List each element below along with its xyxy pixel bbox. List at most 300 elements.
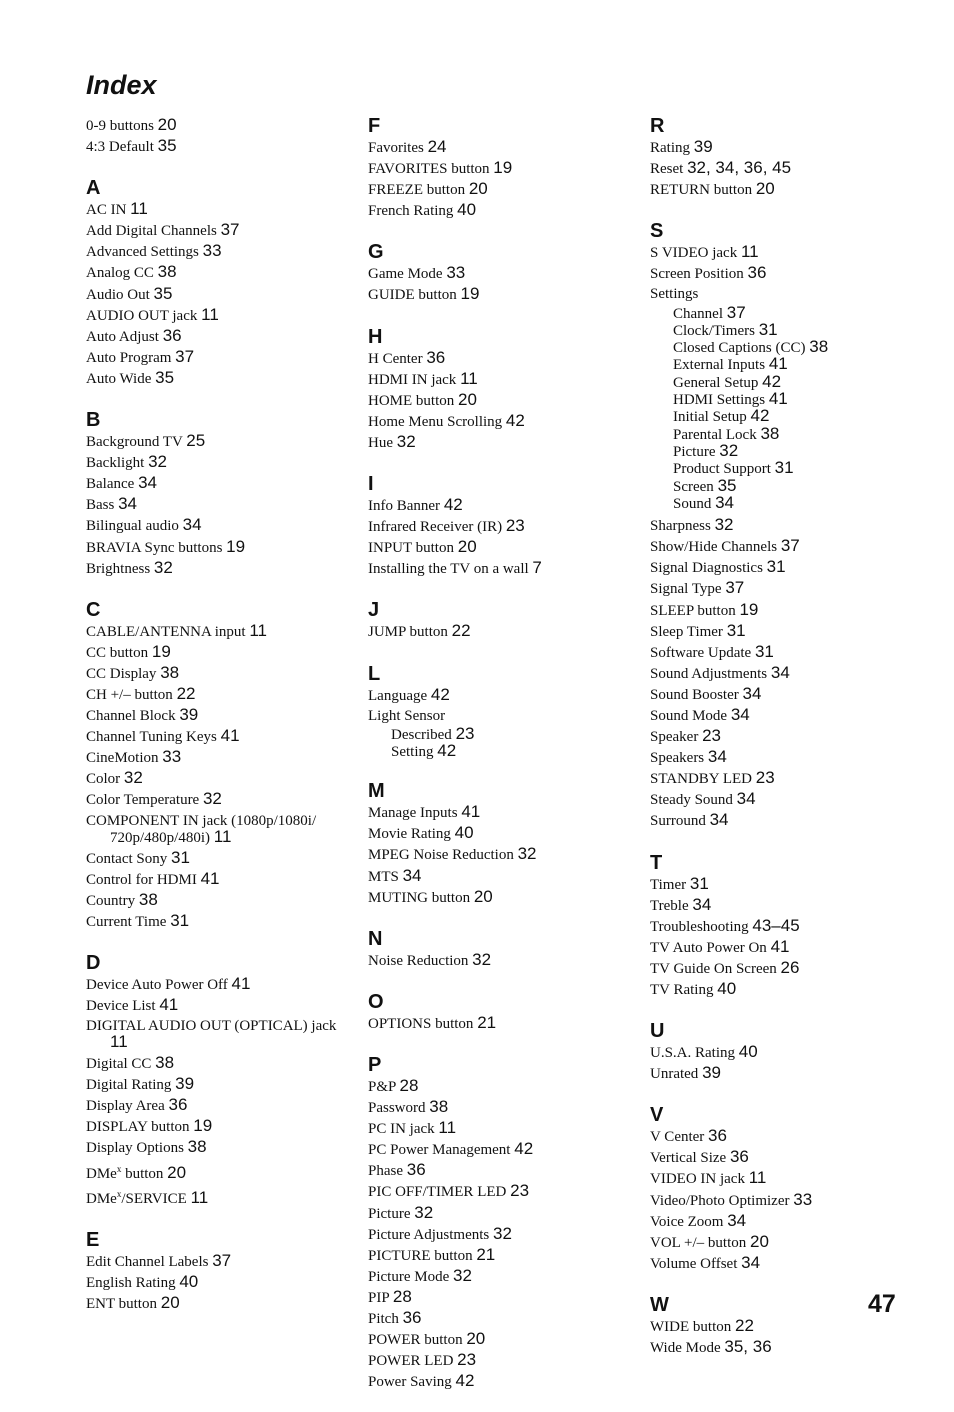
index-entry <box>650 747 920 768</box>
entry-term: Picture Mode <box>368 1268 450 1285</box>
entry-term: AUDIO OUT jack <box>86 307 198 324</box>
entry-term: Signal Type <box>650 581 722 598</box>
index-entry <box>368 516 626 537</box>
index-entry <box>86 537 344 558</box>
section-letter: S <box>650 220 664 243</box>
entry-page-ref: 11 <box>748 1168 767 1188</box>
index-entry <box>650 895 920 916</box>
entry-term: Steady Sound <box>650 792 733 809</box>
entry-term: Light Sensor <box>368 707 446 724</box>
section-letter: R <box>650 115 665 137</box>
entry-page-ref: 36 <box>168 1095 188 1115</box>
index-entry <box>86 1074 344 1095</box>
entry-page-ref: 22 <box>451 621 471 641</box>
entry-page-ref: 36 <box>729 1147 749 1167</box>
entry-term: GUIDE button <box>368 287 457 304</box>
entry-page-ref: 42 <box>750 406 770 426</box>
index-entry <box>86 368 344 389</box>
entry-page-ref: 32 <box>517 844 537 864</box>
entry-page-ref: 41 <box>200 868 220 888</box>
index-entry <box>86 869 344 890</box>
index-entry <box>368 1287 626 1308</box>
entry-term: CineMotion <box>86 750 159 767</box>
entry-term: Noise Reduction <box>368 952 469 969</box>
entry-term: BRAVIA Sync buttons <box>86 539 223 556</box>
index-entry <box>650 1211 920 1232</box>
entry-page-ref: 22 <box>176 683 196 703</box>
entry-term: HDMI IN jack <box>368 371 457 388</box>
entry-page-ref: 23 <box>455 723 475 743</box>
index-entry <box>650 557 920 578</box>
index-entry <box>368 495 626 516</box>
entry-term: Display Area <box>86 1098 165 1115</box>
entry-term: Audio Out <box>86 286 150 303</box>
entry-term: Digital CC <box>86 1056 152 1073</box>
entry-term: Sleep Timer <box>650 623 723 640</box>
index-entry <box>368 844 626 865</box>
index-section <box>368 473 626 579</box>
index-entry <box>86 890 344 911</box>
index-entry <box>368 1203 626 1224</box>
entry-term: Favorites <box>368 140 424 156</box>
entry-page-ref: 21 <box>477 1012 497 1032</box>
entry-page-ref: 32 <box>452 1265 472 1285</box>
entry-page-ref: 32 <box>396 431 416 451</box>
entry-page-ref: 35 <box>717 475 737 495</box>
entry-term: Balance <box>86 476 135 493</box>
entry-page-ref: 36 <box>402 1307 422 1327</box>
entry-page-ref: 41 <box>159 995 179 1014</box>
section-letter: J <box>368 599 380 622</box>
index-entry <box>86 515 344 536</box>
index-entry <box>86 1018 344 1051</box>
entry-page-ref: 32 <box>202 789 222 809</box>
entry-term: Game Mode <box>368 266 443 283</box>
entry-term: MUTING button <box>368 889 471 906</box>
entry-page-ref: 20 <box>160 1292 180 1312</box>
index-entry <box>650 1253 920 1274</box>
entry-term: Software Update <box>650 644 752 661</box>
entry-term: ENT button <box>86 1295 157 1312</box>
entry-page-ref: 39 <box>702 1063 721 1083</box>
entry-term: DMe <box>86 1165 117 1182</box>
index-entry <box>86 768 344 789</box>
index-entry <box>650 979 920 1000</box>
entry-page-ref: 37 <box>220 220 240 240</box>
entry-page-ref: 11 <box>190 1187 209 1207</box>
entry-term: Device Auto Power Off <box>86 976 228 993</box>
index-entry <box>368 158 626 179</box>
entry-page-ref: 31 <box>774 458 794 478</box>
entry-page-ref: 41 <box>770 936 790 956</box>
entry-term: Described <box>391 726 452 743</box>
entry-page-ref: 38 <box>187 1137 207 1157</box>
entry-page-ref: 38 <box>138 889 158 909</box>
entry-page-ref: 37 <box>725 578 745 598</box>
entry-term: Auto Adjust <box>86 328 159 345</box>
entry-term: Phase <box>368 1163 403 1180</box>
entry-term: MTS <box>368 868 399 885</box>
index-entry <box>368 348 626 369</box>
index-section <box>368 780 626 907</box>
entry-page-ref: 32 <box>493 1223 512 1243</box>
index-entry <box>86 726 344 747</box>
entry-page-ref: 20 <box>466 1329 486 1349</box>
entry-term: VOL +/– button <box>650 1234 747 1251</box>
index-entry <box>650 1042 920 1063</box>
index-section <box>368 326 626 453</box>
index-entry <box>86 1293 344 1314</box>
entry-page-ref: 19 <box>193 1116 213 1136</box>
entry-term: H Center <box>368 350 423 367</box>
entry-term: Sound Booster <box>650 686 739 703</box>
entry-page-ref: 35 <box>157 136 177 156</box>
entry-page-ref: 31 <box>726 620 746 640</box>
index-entry <box>86 621 344 642</box>
index-entry <box>368 1329 626 1350</box>
entry-page-ref: 42 <box>455 1371 475 1391</box>
entry-page-ref: 40 <box>738 1042 758 1062</box>
entry-term: Wide Mode <box>650 1340 721 1357</box>
entry-page-ref: 32 <box>414 1202 434 1222</box>
entry-page-ref: 23 <box>510 1181 530 1201</box>
entry-term: Volume Offset <box>650 1255 738 1272</box>
entry-page-ref: 22 <box>734 1315 754 1335</box>
page-number: 47 <box>868 1290 896 1318</box>
entry-page-ref: 34 <box>742 683 762 703</box>
entry-page-ref: 36 <box>162 325 182 345</box>
entry-page-ref: 11 <box>110 1032 128 1052</box>
entry-page-ref: 40 <box>457 200 477 220</box>
index-section <box>86 1229 344 1314</box>
entry-term: CC button <box>86 644 149 661</box>
entry-page-ref: 34 <box>741 1252 761 1272</box>
index-entry <box>650 578 920 599</box>
entry-term: Surround <box>650 813 706 830</box>
entry-term: Initial Setup <box>673 409 747 426</box>
index-entry <box>650 768 920 789</box>
index-entry <box>86 1137 344 1158</box>
section-letter: M <box>368 780 385 803</box>
entry-page-ref: 34 <box>727 1210 747 1230</box>
entry-page-ref: 34 <box>736 789 756 809</box>
entry-term: Screen <box>673 478 714 495</box>
entry-page-ref: 40 <box>179 1271 199 1291</box>
entry-page-ref: 37 <box>175 346 195 366</box>
entry-page-ref: 23 <box>505 516 525 536</box>
index-entry <box>368 390 626 411</box>
index-entry <box>86 813 344 846</box>
entry-page-ref: 31 <box>754 641 774 661</box>
section-letter: G <box>368 241 384 264</box>
entry-page-ref: 42 <box>514 1139 534 1159</box>
entry-term-rest: button <box>121 1165 164 1182</box>
entry-page-ref: 41 <box>461 802 481 822</box>
entry-term: Unrated <box>650 1066 699 1083</box>
entry-page-ref: 19 <box>739 599 759 619</box>
entry-superscript: x <box>116 1163 122 1174</box>
entry-term: CC Display <box>86 665 157 682</box>
index-entry <box>650 684 920 705</box>
index-subentry <box>368 723 626 743</box>
index-entry <box>86 1116 344 1137</box>
index-entry <box>368 1350 626 1371</box>
section-letter: O <box>368 990 384 1013</box>
entry-page-ref: 36 <box>406 1160 426 1180</box>
index-entry <box>368 1245 626 1266</box>
index-entry <box>86 558 344 579</box>
entry-term: Video/Photo Optimizer <box>650 1192 790 1209</box>
entry-term: Hue <box>368 434 393 451</box>
entry-term: Setting <box>391 743 434 760</box>
entry-page-ref: 34 <box>182 515 202 535</box>
entry-page-ref: 34 <box>730 704 750 724</box>
entry-page-ref: 23 <box>755 768 775 788</box>
entry-term: Channel Tuning Keys <box>86 729 217 746</box>
index-subentry <box>650 319 920 339</box>
section-letter: U <box>650 1020 665 1043</box>
index-entry <box>86 848 344 869</box>
index-entry <box>368 411 626 432</box>
entry-page-ref: 42 <box>505 410 525 430</box>
entry-page-ref: 32 <box>472 949 492 969</box>
entry-term: TV Auto Power On <box>650 939 767 956</box>
entry-term: Show/Hide Channels <box>650 539 778 556</box>
entry-term: POWER LED <box>368 1353 454 1370</box>
index-entry <box>650 158 920 179</box>
entry-term: Picture Adjustments <box>368 1226 490 1243</box>
entry-page-ref: 23 <box>702 726 721 746</box>
entry-term: Picture <box>368 1205 411 1222</box>
index-entry <box>368 1097 626 1118</box>
index-entry <box>650 242 920 263</box>
entry-page-ref: 37 <box>726 302 746 322</box>
entry-page-ref: 31 <box>689 873 709 893</box>
entry-page-ref: 19 <box>151 641 171 661</box>
index-entry <box>368 1118 626 1139</box>
entry-page-ref: 33 <box>446 263 466 283</box>
index-entry <box>86 199 344 220</box>
entry-term: Voice Zoom <box>650 1213 724 1230</box>
entry-page-ref: 32, 34, 36, 45 <box>687 158 792 178</box>
entry-page-ref: 36 <box>708 1126 727 1146</box>
entry-page-ref: 32 <box>719 440 739 460</box>
entry-term: Home Menu Scrolling <box>368 413 503 430</box>
index-entry <box>368 1266 626 1287</box>
index-entry <box>86 1095 344 1116</box>
index-entry <box>86 347 344 368</box>
entry-term: Signal Diagnostics <box>650 560 763 577</box>
entry-page-ref: 31 <box>171 847 190 867</box>
entry-page-ref: 34 <box>138 473 157 493</box>
index-entry <box>86 262 344 283</box>
index-entry <box>368 369 626 390</box>
entry-term: Troubleshooting <box>650 918 749 935</box>
index-entry <box>368 284 626 305</box>
entry-term: Product Support <box>673 461 771 478</box>
entry-term: Treble <box>650 897 689 914</box>
entry-page-ref: 21 <box>476 1244 496 1264</box>
entry-term: Infrared Receiver (IR) <box>368 519 503 536</box>
entry-term: Installing the TV on a wall <box>368 561 529 578</box>
entry-term: Sound Adjustments <box>650 665 768 682</box>
entry-page-ref: 20 <box>457 537 477 557</box>
entry-term: AC IN <box>86 202 127 219</box>
entry-term: CH +/– button <box>86 686 173 703</box>
index-entry <box>650 789 920 810</box>
entry-page-ref: 11 <box>249 620 267 640</box>
entry-page-ref: 41 <box>231 973 251 993</box>
index-entry <box>650 937 920 958</box>
entry-term: FAVORITES button <box>368 161 490 178</box>
entry-term: DISPLAY button <box>86 1119 190 1136</box>
index-entry <box>368 1224 626 1245</box>
index-section <box>650 115 920 200</box>
section-letter: T <box>650 851 663 874</box>
index-entry <box>86 642 344 663</box>
index-section <box>650 1104 920 1274</box>
section-letter: H <box>368 325 383 348</box>
index-entry <box>86 1251 344 1272</box>
entry-page-ref: 34 <box>692 894 712 914</box>
entry-page-ref: 32 <box>148 452 167 472</box>
index-entry <box>86 911 344 932</box>
index-entry <box>368 137 626 158</box>
entry-page-ref: 25 <box>186 431 206 451</box>
entry-term: Info Banner <box>368 498 441 515</box>
section-letter: D <box>86 951 101 974</box>
entry-page-ref: 33 <box>162 747 182 767</box>
index-section <box>368 115 626 221</box>
index-entry <box>368 179 626 200</box>
entry-term: Screen Position <box>650 266 744 283</box>
entry-term: Brightness <box>86 560 151 577</box>
index-entry <box>650 916 920 937</box>
index-entry <box>368 887 626 908</box>
index-entry <box>650 726 920 747</box>
index-entry <box>368 558 626 579</box>
entry-term: HDMI Settings <box>673 392 766 409</box>
entry-term: Control for HDMI <box>86 871 197 888</box>
entry-term: Speaker <box>650 729 699 746</box>
index-entry <box>650 600 920 621</box>
entry-page-ref: 31 <box>766 557 786 577</box>
entry-term: PC IN jack <box>368 1121 435 1138</box>
index-entry <box>86 326 344 347</box>
entry-page-ref: 42 <box>430 684 450 704</box>
index-section <box>86 177 344 389</box>
entry-term: Contact Sony <box>86 850 168 867</box>
index-subentry <box>650 475 920 495</box>
entry-term: HOME button <box>368 392 455 409</box>
index-entry <box>368 432 626 453</box>
entry-term: P&P <box>368 1078 396 1095</box>
entry-page-ref: 40 <box>717 979 737 998</box>
index-entry <box>650 705 920 726</box>
index-section <box>86 115 344 157</box>
index-entry <box>650 663 920 684</box>
entry-term: Pitch <box>368 1310 399 1327</box>
index-entry <box>368 200 626 221</box>
section-letter: L <box>368 662 381 685</box>
index-entry <box>650 263 920 284</box>
entry-page-ref: 7 <box>532 558 542 578</box>
entry-term: POWER button <box>368 1332 463 1349</box>
index-entry <box>368 685 626 706</box>
entry-page-ref: 33 <box>793 1189 813 1209</box>
entry-superscript: x <box>116 1188 122 1199</box>
entry-term: Sound <box>673 495 712 512</box>
index-entry <box>650 1337 920 1358</box>
entry-page-ref: 42 <box>437 740 457 760</box>
entry-term: Picture <box>673 443 716 460</box>
index-entry <box>650 1316 920 1337</box>
index-entry <box>650 642 920 663</box>
index-section <box>86 599 344 932</box>
entry-page-ref: 34 <box>770 662 790 682</box>
index-entry <box>650 1063 920 1084</box>
entry-page-ref: 34 <box>709 810 729 830</box>
index-subentry <box>650 391 920 408</box>
index-entry <box>368 1181 626 1202</box>
index-entry <box>86 115 344 136</box>
index-entry <box>650 1190 920 1211</box>
index-entry <box>650 1232 920 1253</box>
entry-page-ref: 19 <box>493 158 513 178</box>
entry-page-ref: 35, 36 <box>724 1337 772 1357</box>
index-section <box>650 852 920 1001</box>
entry-term: Color Temperature <box>86 792 200 809</box>
entry-term: Password <box>368 1100 426 1117</box>
index-entry <box>86 747 344 768</box>
index-entry <box>86 220 344 241</box>
entry-term-rest: /SERVICE <box>121 1190 187 1207</box>
entry-page-ref: 39 <box>179 705 199 725</box>
entry-page-ref: 34 <box>402 865 422 885</box>
entry-term: Closed Captions (CC) <box>673 340 806 357</box>
entry-term: Display Options <box>86 1140 184 1157</box>
entry-term: Channel <box>673 305 723 322</box>
index-entry <box>368 866 626 887</box>
index-entry <box>368 1371 626 1392</box>
entry-page-ref: 41 <box>768 354 788 374</box>
index-entry <box>86 705 344 726</box>
entry-term: Add Digital Channels <box>86 223 217 240</box>
index-entry <box>368 621 626 642</box>
entry-page-ref: 32 <box>153 557 173 577</box>
entry-term: English Rating <box>86 1274 176 1291</box>
index-section <box>368 991 626 1034</box>
index-subentry <box>650 356 920 373</box>
index-entry <box>650 1147 920 1168</box>
entry-term: Language <box>368 687 428 704</box>
entry-term: External Inputs <box>673 357 766 374</box>
index-subentry <box>650 492 920 512</box>
entry-page-ref: 38 <box>760 423 780 443</box>
entry-term: Advanced Settings <box>86 244 199 261</box>
entry-page-ref: 20 <box>468 179 488 199</box>
entry-page-ref: 39 <box>693 137 713 156</box>
index-subentry <box>650 460 920 477</box>
entry-term: VIDEO IN jack <box>650 1171 745 1188</box>
section-letter: I <box>368 473 374 496</box>
entry-page-ref: 19 <box>226 536 246 556</box>
entry-term: Reset <box>650 161 684 178</box>
index-entry <box>368 823 626 844</box>
entry-term: PC Power Management <box>368 1142 511 1159</box>
entry-term: U.S.A. Rating <box>650 1045 736 1062</box>
index-section <box>86 409 344 579</box>
